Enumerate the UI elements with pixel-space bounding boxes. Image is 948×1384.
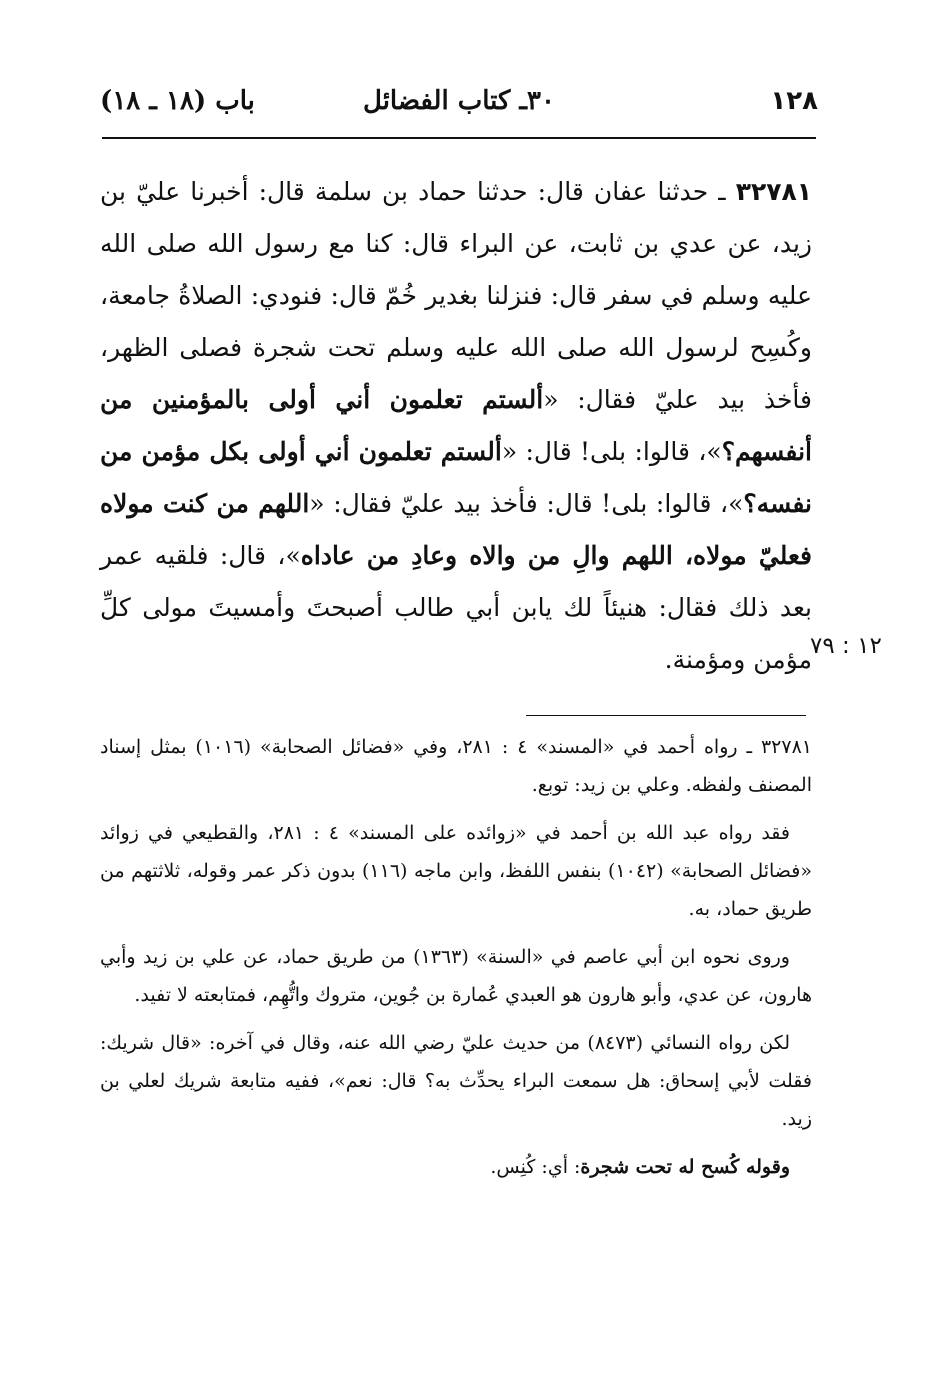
page-header (100, 86, 818, 132)
header-rule (102, 137, 816, 139)
chapter-label: باب (١٨ ـ ١٨) (100, 86, 255, 116)
footnote-1-text: ـ رواه أحمد في «المسند» ٤ : ٢٨١، وفي «فضائل الصحابة» (١٠١٦) بمثل إسناد المصنف ولفظه. وعلي بن زيد: توبع. (100, 736, 812, 796)
footnote-5-bold: وقوله كُسح له تحت شجرة (580, 1156, 790, 1178)
footnote-4: لكن رواه النسائي (٨٤٧٣) من حديث عليّ رضي الله عنه، وقال في آخره: «قال شريك: فقلت لأبي إسحاق: هل سمعت البراء يحدِّث به؟ قال: نعم»، ففيه متابعة شريك لعلي بن زيد. (100, 1032, 812, 1130)
footnote-5-text: : أي: كُنِس. (490, 1156, 581, 1178)
page-number: ١٢٨ (770, 86, 818, 116)
footnote-3: وروى نحوه ابن أبي عاصم في «السنة» (١٣٦٣) من طريق حماد، عن علي بن زيد وأبي هارون، عن عدي، وأبو هارون هو العبدي عُمارة بن جُوين، متروك واتُّهِم، فمتابعته لا تفيد. (100, 946, 812, 1006)
hadith-quote-3: اللهم من كنت مولاه فعليّ مولاه، اللهم والِ من والاه وعادِ من عاداه (100, 489, 812, 570)
hadith-text-2: »، قالوا: بلى! قال: « (501, 437, 722, 466)
footnote-rule (526, 715, 806, 716)
footnote-1 (100, 728, 812, 804)
footnote-2: فقد رواه عبد الله بن أحمد في «زوائده على المسند» ٤ : ٢٨١، والقطيعي في زوائد «فضائل الصحابة» (١٠٤٢) بنفس اللفظ، وابن ماجه (١١٦) بدون ذكر عمر وقوله، ثلاثتهم من طريق حماد، به. (100, 822, 812, 920)
hadith-number: ٣٢٧٨١ (735, 177, 812, 206)
hadith-text-1: ـ حدثنا عفان قال: حدثنا حماد بن سلمة قال: أخبرنا عليّ بن زيد، عن عدي بن ثابت، عن البراء قال: كنا مع رسول الله صلى الله عليه وسلم في سفر قال: فنزلنا بغدير خُمّ قال: فنودي: الصلاةُ جامعة، وكُسِح لرسول الله صلى الله عليه وسلم تحت شجرة فصلى الظهر، فأخذ بيد عليّ فقال: « (100, 177, 813, 414)
hadith-text-3: »، قالوا: بلى! قال: فأخذ بيد عليّ فقال: « (309, 489, 744, 518)
margin-reference: ١٢ : ٧٩ (810, 633, 882, 659)
footnotes (100, 728, 812, 1196)
hadith-text (100, 166, 812, 686)
hadith-quote-1: ألستم تعلمون أني أولى بالمؤمنين من أنفسهم؟ (100, 385, 812, 466)
hadith-quote-2: ألستم تعلمون أني أولى بكل مؤمن من نفسه؟ (100, 437, 812, 518)
book-title: ٣٠ـ كتاب الفضائل (363, 86, 555, 116)
footnote-number: ٣٢٧٨١ (760, 736, 812, 758)
hadith-paragraph (100, 166, 812, 686)
hadith-text-4: »، قال: فلقيه عمر بعد ذلك فقال: هنيئاً لك يابن أبي طالب أصبحتَ وأمسيتَ مولى كلِّ مؤمن ومؤمنة. (100, 541, 812, 674)
footnote-5 (100, 1148, 812, 1186)
